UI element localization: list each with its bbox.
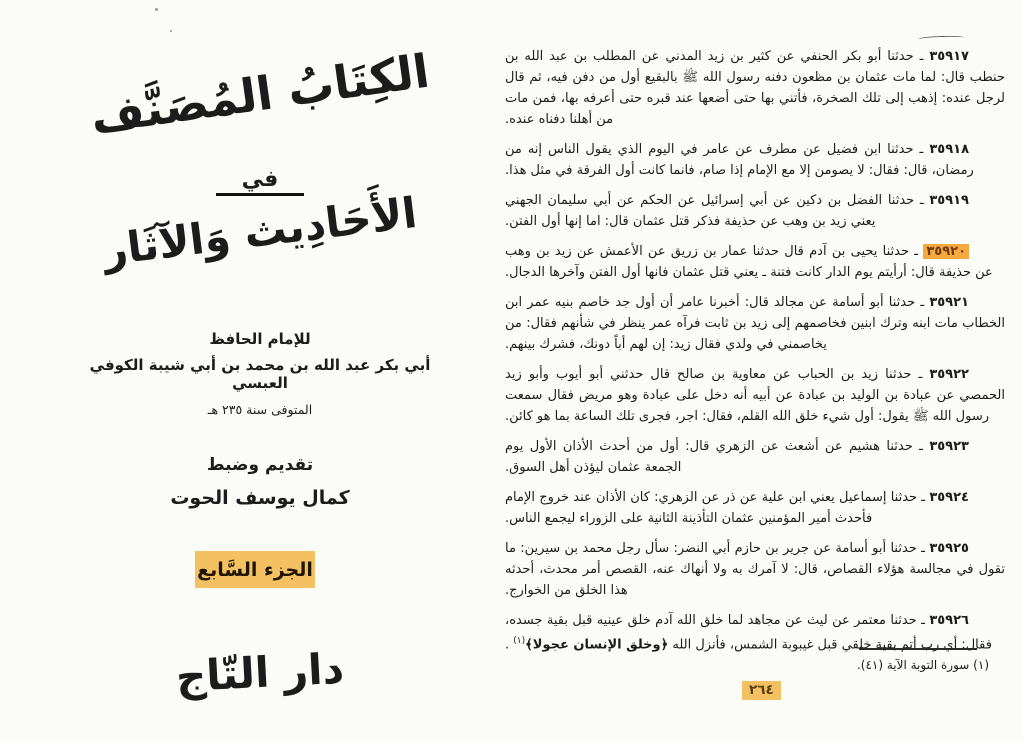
entry-text: حدثنا هشيم عن أشعث عن الزهري قال: أول من أحدث الأذان الأول يوم الجمعة عثمان ليؤذن أهل السوق. (505, 439, 913, 475)
scan-speck (170, 30, 172, 32)
entry-text: حدثنا أبو أسامة عن جرير بن حازم أبي النضر: سأل رجل محمد بن سيرين: ما تقول في مجالسة هؤلاء القصاص، قال: لا آمرك به ولا أنهاك عنه، القصص أمر محدث، أحدثه هذا الخلق من الخوارج. (505, 541, 1005, 598)
entry-number: ٣٥٩١٩ (929, 193, 969, 208)
book-title-line3: الأَحَادِيث وَالآثَار (100, 187, 420, 276)
entry-number: ٣٥٩٢٢ (929, 367, 969, 382)
hadith-entry: ٣٥٩١٨ ـ حدثنا ابن فضيل عن مطرف عن عامر في اليوم الذي يقول الناس إنه من رمضان، قال: فقال: لا يصومن إلا مع الإمام إذا صام، فانما كانت أول الفرقة في مثل هذا. (505, 142, 974, 178)
entry-number: ٣٥٩٢١ (929, 295, 969, 310)
editor-name: كمال يوسف الحوت (170, 487, 350, 509)
entry-number: ٣٥٩١٧ (929, 49, 969, 64)
hadith-entry: ٣٥٩٢٢ ـ حدثنا زيد بن الحباب عن معاوية بن صالح قال حدثني أبو أيوب وأبو زيد الحمصي عن عبادة بن الوليد بن عبادة عن أبيه أنه دخل على عبادة وهو مريض فقال سمعت رسول الله ﷺ يقول: أول شيء خلق الله القلم، فقال: اجر، فجرى تلك الساعة بما هو كائن. (505, 367, 1005, 424)
volume-label-highlight: الجزء السَّابع (195, 551, 315, 588)
quran-quote: ﴿وخلق الإنسان عجولا﴾ (525, 637, 669, 653)
stray-pen-mark (918, 35, 964, 42)
hadith-entry: ٣٥٩٢١ ـ حدثنا أبو أسامة عن مجالد قال: أخبرنا عامر أن أول جد خاصم بنيه عمر ابن الخطاب مات ابنه وترك ابنين فخاصمهم إلى زيد بن ثابت فرآه عمر ينظر في شأنهم فقال: من يخاصمني في ولدي فقال زيد: إن لهم أباً دونك، فشرك بينهم. (505, 295, 1005, 352)
hadith-entry: ٣٥٩١٧ ـ حدثنا أبو بكر الحنفي عن كثير بن زيد المدني عن المطلب بن عبد الله بن حنطب قال: لما مات عثمان بن مظعون دفنه رسول الله ﷺ بالبقيع أول من دفن فيه، ثم قال لرجل عنده: إذهب إلى تلك الصخرة، فأتني بها حتى أضعها عند قبره حتى أعرفه بها، فمن مات من أهلنا دفناه عنده. (505, 49, 1005, 127)
author-death-note: المتوفى سنة ٢٣٥ هـ (207, 402, 313, 417)
editor-block (60, 455, 460, 509)
hadith-entry: ٣٥٩٢٣ ـ حدثنا هشيم عن أشعث عن الزهري قال: أول من أحدث الأذان الأول يوم الجمعة عثمان ليؤذن أهل السوق. (505, 439, 969, 475)
hadith-entry: ٣٥٩٢٥ ـ حدثنا أبو أسامة عن جرير بن حازم أبي النضر: سأل رجل محمد بن سيرين: ما تقول في مجالسة هؤلاء القصاص، قال: لا آمرك به ولا أنهاك عنه، القصص أمر محدث، أحدثه هذا الخلق من الخوارج. (505, 541, 1005, 598)
hadith-entry: ٣٥٩١٩ ـ حدثنا الفضل بن دكين عن أبي إسرائيل عن الحكم عن أبي سليمان الجهني يعني زيد بن وهب عن حذيفة فذكر قتل عثمان قال: اما إنها أول الفتن. (505, 193, 969, 229)
entry-text: حدثنا إسماعيل يعني ابن علية عن ذر عن الزهري: كان الأذان عند خروج الإمام فأحدث أمير المؤمنين عثمان التأذينة الثانية على الزوراء ليجمع الناس. (505, 490, 918, 526)
footnote-separator-rule (859, 648, 977, 650)
entry-number: ٣٥٩٢٣ (929, 439, 969, 454)
scan-speck (155, 8, 158, 11)
hadith-entry: ٣٥٩٢٤ ـ حدثنا إسماعيل يعني ابن علية عن ذر عن الزهري: كان الأذان عند خروج الإمام فأحدث أمير المؤمنين عثمان التأذينة الثانية على الزوراء ليجمع الناس. (505, 490, 969, 526)
page-number-highlight: ٢٦٤ (742, 681, 781, 700)
hadith-entry: ٣٥٩٢٠ ـ حدثنا يحيى بن آدم قال حدثنا عمار بن زريق عن الأعمش عن زيد بن وهب عن حذيفة قال: أرأيتم يوم الدار كانت فتنة ـ يعني قتل عثمان فانها أول الفتن وآخرها الدجال. (505, 244, 993, 280)
footnote-reference-mark: (١) (513, 636, 526, 646)
entry-text: حدثنا أبو بكر الحنفي عن كثير بن زيد المدني عن المطلب بن عبد الله بن حنطب قال: لما مات عثمان بن مظعون دفنه رسول الله ﷺ بالبقيع أول من دفن فيه، ثم قال لرجل عنده: إذهب إلى تلك الصخرة، فأتني بها حتى أضعها عند قبره حتى أعرفه بها، فمن مات من أهلنا دفناه عنده. (505, 49, 1005, 127)
author-name: أبي بكر عبد الله بن محمد بن أبي شيبة الكوفي العبسي (89, 356, 431, 392)
entry-number: ٣٥٩٢٤ (929, 490, 969, 505)
title-page (60, 0, 460, 741)
footnote-area (505, 648, 1005, 672)
entry-text: حدثنا يحيى بن آدم قال حدثنا عمار بن زريق عن الأعمش عن زيد بن وهب عن حذيفة قال: أرأيتم يوم الدار كانت فتنة ـ يعني قتل عثمان فانها أول الفتن وآخرها الدجال. (505, 244, 993, 280)
entry-number: ٣٥٩٢٦ (929, 613, 969, 628)
entry-text: حدثنا أبو أسامة عن مجالد قال: أخبرنا عامر أن أول جد خاصم بنيه عمر ابن الخطاب مات ابنه وترك ابنين فخاصمهم إلى زيد بن ثابت فرآه عمر ينظر في شأنهم فقال: من يخاصمني في ولدي فقال زيد: إن لهم أباً دونك، فشرك بينهم. (505, 295, 1005, 352)
entry-number: ٣٥٩٢٥ (929, 541, 969, 556)
entry-text: حدثنا الفضل بن دكين عن أبي إسرائيل عن الحكم عن أبي سليمان الجهني يعني زيد بن وهب عن حذيفة فذكر قتل عثمان قال: اما إنها أول الفتن. (505, 193, 915, 229)
author-byline: للإمام الحافظ (209, 330, 311, 348)
book-title-line1: الكِتَابُ المُصَنَّف (87, 43, 433, 145)
entry-text: حدثنا ابن فضيل عن مطرف عن عامر في اليوم الذي يقول الناس إنه من رمضان، قال: فقال: لا يصومن إلا مع الإمام إذا صام، فانما كانت أول الفرقة في مثل هذا. (505, 142, 974, 178)
hadith-text-column (505, 46, 1005, 664)
entry-number: ٣٥٩١٨ (929, 142, 970, 157)
author-block (60, 330, 460, 417)
book-title-line2: في (60, 168, 460, 196)
editor-role: تقديم وضبط (206, 455, 314, 475)
publisher-name: دار التّاج (174, 643, 346, 702)
hadith-entry: ٣٥٩٢٦ ـ حدثنا معتمر عن ليث عن مجاهد لما خلق الله آدم خلق عينيه قبل بقية جسده، فقال: أي رب أتم بقية خلقي قبل غيبوبة الشمس، فأنزل الله ﴿وخلق الإنسان عجولا﴾$^{(١)}$ . (505, 613, 992, 653)
entry-text-after-quote: . (505, 637, 514, 653)
entry-text: حدثنا زيد بن الحباب عن معاوية بن صالح قال حدثني أبو أيوب وأبو زيد الحمصي عن عبادة بن الوليد بن عبادة عن أبيه أنه دخل على عبادة وهو مريض فقال سمعت رسول الله ﷺ يقول: أول شيء خلق الله القلم، فقال: اجر، فجرى تلك الساعة بما هو كائن. (505, 367, 1005, 424)
footnote-text: (١) سورة التوبة الآية (٤١). (856, 658, 989, 672)
entry-text: حدثنا معتمر عن ليث عن مجاهد لما خلق الله آدم خلق عينيه قبل بقية جسده، فقال: أي رب أتم بقية خلقي قبل غيبوبة الشمس، فأنزل الله (505, 613, 992, 653)
entry-number: ٣٥٩٢٠ (923, 244, 969, 259)
